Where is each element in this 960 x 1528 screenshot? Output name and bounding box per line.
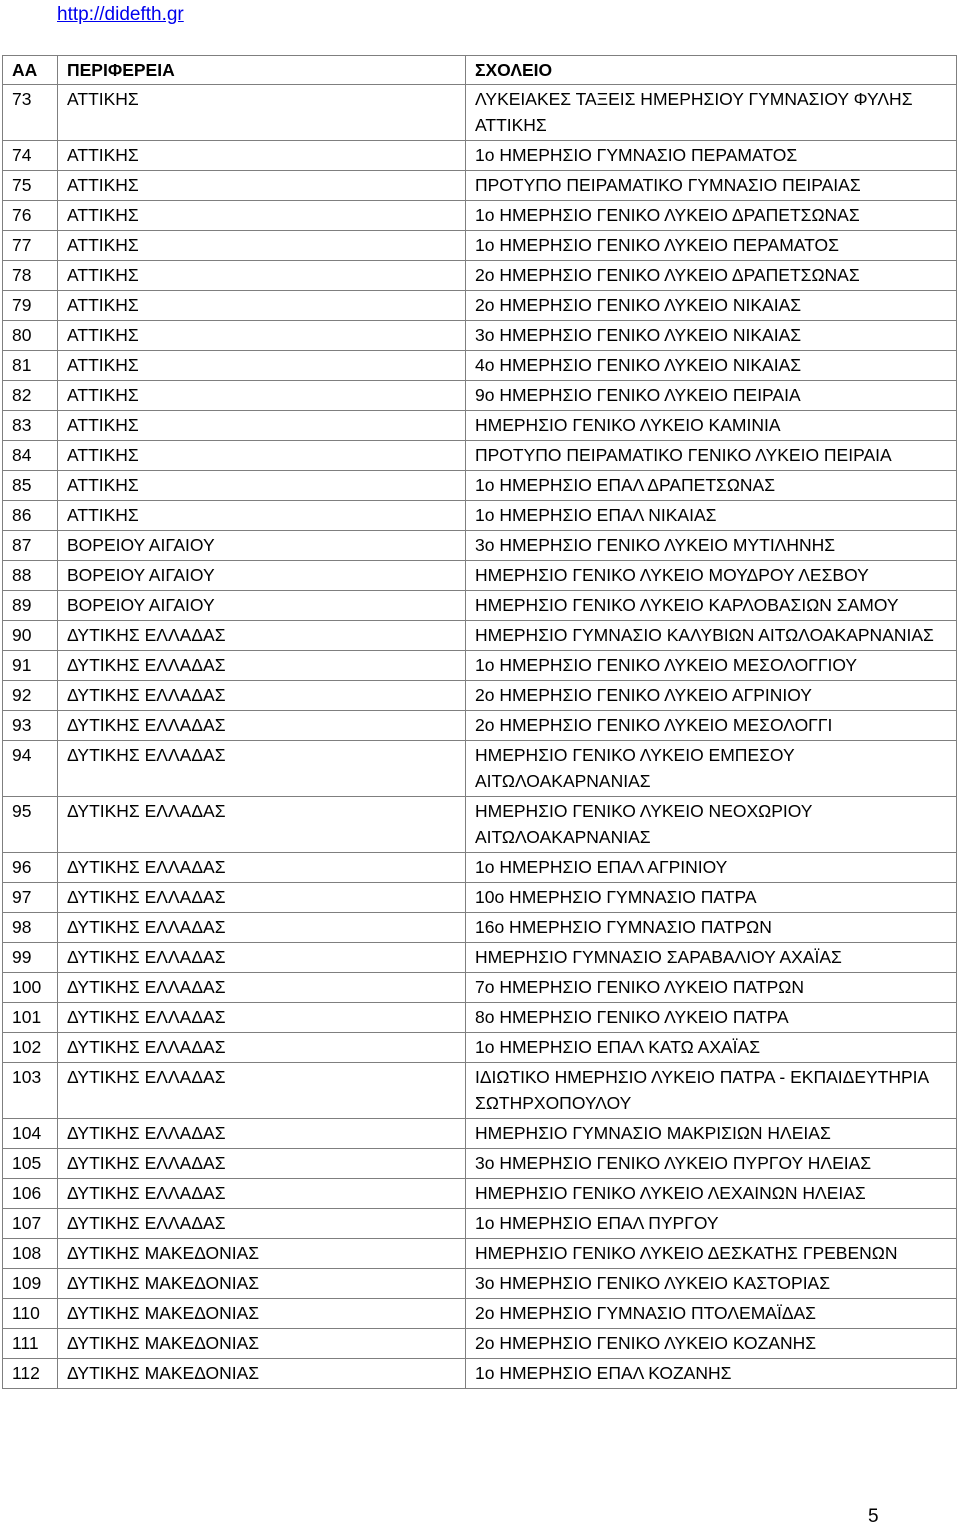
cell-region: ΑΤΤΙΚΗΣ [58, 351, 466, 381]
table-row [3, 1239, 957, 1269]
table-row [3, 1149, 957, 1179]
cell-school: 2ο ΗΜΕΡΗΣΙΟ ΓΥΜΝΑΣΙΟ ΠΤΟΛΕΜΑΪΔΑΣ [466, 1299, 957, 1329]
cell-school: 3ο ΗΜΕΡΗΣΙΟ ΓΕΝΙΚΟ ΛΥΚΕΙΟ ΠΥΡΓΟΥ ΗΛΕΙΑΣ [466, 1149, 957, 1179]
column-header-aa: ΑΑ [3, 56, 58, 85]
cell-school: 16ο ΗΜΕΡΗΣΙΟ ΓΥΜΝΑΣΙΟ ΠΑΤΡΩΝ [466, 913, 957, 943]
cell-region: ΔΥΤΙΚΗΣ ΜΑΚΕΔΟΝΙΑΣ [58, 1329, 466, 1359]
table-row [3, 531, 957, 561]
table-header-row [3, 56, 957, 85]
cell-region: ΑΤΤΙΚΗΣ [58, 291, 466, 321]
cell-school: ΠΡΟΤΥΠΟ ΠΕΙΡΑΜΑΤΙΚΟ ΓΥΜΝΑΣΙΟ ΠΕΙΡΑΙΑΣ [466, 171, 957, 201]
cell-aa: 105 [3, 1149, 58, 1179]
cell-school: 2ο ΗΜΕΡΗΣΙΟ ΓΕΝΙΚΟ ΛΥΚΕΙΟ ΜΕΣΟΛΟΓΓΙ [466, 711, 957, 741]
cell-school: 2ο ΗΜΕΡΗΣΙΟ ΓΕΝΙΚΟ ΛΥΚΕΙΟ ΑΓΡΙΝΙΟΥ [466, 681, 957, 711]
cell-school: 1ο ΗΜΕΡΗΣΙΟ ΓΕΝΙΚΟ ΛΥΚΕΙΟ ΜΕΣΟΛΟΓΓΙΟΥ [466, 651, 957, 681]
cell-region: ΔΥΤΙΚΗΣ ΕΛΛΑΔΑΣ [58, 1179, 466, 1209]
cell-school: ΗΜΕΡΗΣΙΟ ΓΥΜΝΑΣΙΟ ΣΑΡΑΒΑΛΙΟΥ ΑΧΑΪΑΣ [466, 943, 957, 973]
table-row [3, 321, 957, 351]
cell-aa: 75 [3, 171, 58, 201]
cell-region: ΔΥΤΙΚΗΣ ΜΑΚΕΔΟΝΙΑΣ [58, 1239, 466, 1269]
cell-school: ΙΔΙΩΤΙΚΟ ΗΜΕΡΗΣΙΟ ΛΥΚΕΙΟ ΠΑΤΡΑ - ΕΚΠΑΙΔΕΥΤΗΡΙΑ ΣΩΤΗΡΧΟΠΟΥΛΟΥ [466, 1063, 957, 1119]
cell-school: ΠΡΟΤΥΠΟ ΠΕΙΡΑΜΑΤΙΚΟ ΓΕΝΙΚΟ ΛΥΚΕΙΟ ΠΕΙΡΑΙΑ [466, 441, 957, 471]
cell-school: 2ο ΗΜΕΡΗΣΙΟ ΓΕΝΙΚΟ ΛΥΚΕΙΟ ΔΡΑΠΕΤΣΩΝΑΣ [466, 261, 957, 291]
cell-aa: 88 [3, 561, 58, 591]
table-row [3, 1209, 957, 1239]
cell-school: 1ο ΗΜΕΡΗΣΙΟ ΓΕΝΙΚΟ ΛΥΚΕΙΟ ΔΡΑΠΕΤΣΩΝΑΣ [466, 201, 957, 231]
cell-aa: 73 [3, 85, 58, 141]
cell-aa: 78 [3, 261, 58, 291]
table-row [3, 591, 957, 621]
table-row [3, 1269, 957, 1299]
cell-aa: 80 [3, 321, 58, 351]
cell-school: 1ο ΗΜΕΡΗΣΙΟ ΕΠΑΛ ΑΓΡΙΝΙΟΥ [466, 853, 957, 883]
cell-region: ΔΥΤΙΚΗΣ ΕΛΛΑΔΑΣ [58, 973, 466, 1003]
cell-school: ΗΜΕΡΗΣΙΟ ΓΕΝΙΚΟ ΛΥΚΕΙΟ ΕΜΠΕΣΟΥ ΑΙΤΩΛΟΑΚΑΡΝΑΝΙΑΣ [466, 741, 957, 797]
cell-region: ΔΥΤΙΚΗΣ ΜΑΚΕΔΟΝΙΑΣ [58, 1299, 466, 1329]
cell-region: ΔΥΤΙΚΗΣ ΕΛΛΑΔΑΣ [58, 741, 466, 797]
table-row [3, 231, 957, 261]
cell-school: ΗΜΕΡΗΣΙΟ ΓΕΝΙΚΟ ΛΥΚΕΙΟ ΝΕΟΧΩΡΙΟΥ ΑΙΤΩΛΟΑΚΑΡΝΑΝΙΑΣ [466, 797, 957, 853]
cell-aa: 92 [3, 681, 58, 711]
cell-school: 1ο ΗΜΕΡΗΣΙΟ ΓΕΝΙΚΟ ΛΥΚΕΙΟ ΠΕΡΑΜΑΤΟΣ [466, 231, 957, 261]
cell-region: ΔΥΤΙΚΗΣ ΕΛΛΑΔΑΣ [58, 1003, 466, 1033]
cell-region: ΔΥΤΙΚΗΣ ΕΛΛΑΔΑΣ [58, 1149, 466, 1179]
cell-region: ΔΥΤΙΚΗΣ ΕΛΛΑΔΑΣ [58, 797, 466, 853]
cell-region: ΒΟΡΕΙΟΥ ΑΙΓΑΙΟΥ [58, 561, 466, 591]
cell-school: 10ο ΗΜΕΡΗΣΙΟ ΓΥΜΝΑΣΙΟ ΠΑΤΡΑ [466, 883, 957, 913]
cell-aa: 112 [3, 1359, 58, 1389]
cell-aa: 101 [3, 1003, 58, 1033]
cell-aa: 91 [3, 651, 58, 681]
table-row [3, 85, 957, 141]
cell-school: 1ο ΗΜΕΡΗΣΙΟ ΕΠΑΛ ΚΑΤΩ ΑΧΑΪΑΣ [466, 1033, 957, 1063]
cell-region: ΔΥΤΙΚΗΣ ΕΛΛΑΔΑΣ [58, 1063, 466, 1119]
table-row [3, 561, 957, 591]
table-row [3, 853, 957, 883]
cell-school: ΛΥΚΕΙΑΚΕΣ ΤΑΞΕΙΣ ΗΜΕΡΗΣΙΟΥ ΓΥΜΝΑΣΙΟΥ ΦΥΛΗΣ ΑΤΤΙΚΗΣ [466, 85, 957, 141]
cell-school: ΗΜΕΡΗΣΙΟ ΓΕΝΙΚΟ ΛΥΚΕΙΟ ΔΕΣΚΑΤΗΣ ΓΡΕΒΕΝΩΝ [466, 1239, 957, 1269]
table-row [3, 1063, 957, 1119]
cell-school: 2ο ΗΜΕΡΗΣΙΟ ΓΕΝΙΚΟ ΛΥΚΕΙΟ ΝΙΚΑΙΑΣ [466, 291, 957, 321]
table-row [3, 441, 957, 471]
cell-school: 3ο ΗΜΕΡΗΣΙΟ ΓΕΝΙΚΟ ΛΥΚΕΙΟ ΝΙΚΑΙΑΣ [466, 321, 957, 351]
cell-region: ΑΤΤΙΚΗΣ [58, 141, 466, 171]
cell-region: ΑΤΤΙΚΗΣ [58, 441, 466, 471]
table-body [3, 85, 957, 1389]
table-row [3, 381, 957, 411]
cell-aa: 81 [3, 351, 58, 381]
schools-table [2, 55, 957, 1389]
cell-school: ΗΜΕΡΗΣΙΟ ΓΥΜΝΑΣΙΟ ΜΑΚΡΙΣΙΩΝ ΗΛΕΙΑΣ [466, 1119, 957, 1149]
table-row [3, 797, 957, 853]
cell-school: ΗΜΕΡΗΣΙΟ ΓΥΜΝΑΣΙΟ ΚΑΛΥΒΙΩΝ ΑΙΤΩΛΟΑΚΑΡΝΑΝΙΑΣ [466, 621, 957, 651]
table-row [3, 1033, 957, 1063]
cell-school: 1ο ΗΜΕΡΗΣΙΟ ΕΠΑΛ ΠΥΡΓΟΥ [466, 1209, 957, 1239]
cell-aa: 90 [3, 621, 58, 651]
cell-school: 4ο ΗΜΕΡΗΣΙΟ ΓΕΝΙΚΟ ΛΥΚΕΙΟ ΝΙΚΑΙΑΣ [466, 351, 957, 381]
table-row [3, 621, 957, 651]
cell-region: ΑΤΤΙΚΗΣ [58, 381, 466, 411]
table-row [3, 943, 957, 973]
page-number: 5 [868, 1506, 879, 1527]
table-row [3, 973, 957, 1003]
cell-school: ΗΜΕΡΗΣΙΟ ΓΕΝΙΚΟ ΛΥΚΕΙΟ ΛΕΧΑΙΝΩΝ ΗΛΕΙΑΣ [466, 1179, 957, 1209]
cell-region: ΔΥΤΙΚΗΣ ΕΛΛΑΔΑΣ [58, 913, 466, 943]
table-row [3, 141, 957, 171]
table-row [3, 471, 957, 501]
cell-school: 3ο ΗΜΕΡΗΣΙΟ ΓΕΝΙΚΟ ΛΥΚΕΙΟ ΚΑΣΤΟΡΙΑΣ [466, 1269, 957, 1299]
cell-aa: 84 [3, 441, 58, 471]
cell-aa: 87 [3, 531, 58, 561]
cell-aa: 100 [3, 973, 58, 1003]
table-row [3, 291, 957, 321]
cell-region: ΔΥΤΙΚΗΣ ΕΛΛΑΔΑΣ [58, 1119, 466, 1149]
cell-aa: 103 [3, 1063, 58, 1119]
cell-aa: 104 [3, 1119, 58, 1149]
table-row [3, 883, 957, 913]
cell-region: ΑΤΤΙΚΗΣ [58, 171, 466, 201]
table-row [3, 651, 957, 681]
cell-aa: 102 [3, 1033, 58, 1063]
cell-region: ΑΤΤΙΚΗΣ [58, 201, 466, 231]
cell-region: ΔΥΤΙΚΗΣ ΜΑΚΕΔΟΝΙΑΣ [58, 1359, 466, 1389]
table-row [3, 201, 957, 231]
table-row [3, 1003, 957, 1033]
table-row [3, 171, 957, 201]
table-row [3, 1329, 957, 1359]
cell-aa: 108 [3, 1239, 58, 1269]
column-header-region: ΠΕΡΙΦΕΡΕΙΑ [58, 56, 466, 85]
cell-region: ΑΤΤΙΚΗΣ [58, 501, 466, 531]
cell-school: ΗΜΕΡΗΣΙΟ ΓΕΝΙΚΟ ΛΥΚΕΙΟ ΚΑΜΙΝΙΑ [466, 411, 957, 441]
table-row [3, 1359, 957, 1389]
cell-school: 1ο ΗΜΕΡΗΣΙΟ ΕΠΑΛ ΔΡΑΠΕΤΣΩΝΑΣ [466, 471, 957, 501]
cell-aa: 107 [3, 1209, 58, 1239]
cell-school: 8ο ΗΜΕΡΗΣΙΟ ΓΕΝΙΚΟ ΛΥΚΕΙΟ ΠΑΤΡΑ [466, 1003, 957, 1033]
cell-aa: 93 [3, 711, 58, 741]
cell-school: 1ο ΗΜΕΡΗΣΙΟ ΓΥΜΝΑΣΙΟ ΠΕΡΑΜΑΤΟΣ [466, 141, 957, 171]
cell-school: 3ο ΗΜΕΡΗΣΙΟ ΓΕΝΙΚΟ ΛΥΚΕΙΟ ΜΥΤΙΛΗΝΗΣ [466, 531, 957, 561]
cell-school: 1ο ΗΜΕΡΗΣΙΟ ΕΠΑΛ ΚΟΖΑΝΗΣ [466, 1359, 957, 1389]
cell-aa: 95 [3, 797, 58, 853]
cell-aa: 74 [3, 141, 58, 171]
cell-aa: 110 [3, 1299, 58, 1329]
table-row [3, 741, 957, 797]
cell-aa: 86 [3, 501, 58, 531]
cell-region: ΑΤΤΙΚΗΣ [58, 231, 466, 261]
cell-region: ΔΥΤΙΚΗΣ ΕΛΛΑΔΑΣ [58, 883, 466, 913]
table-row [3, 1299, 957, 1329]
cell-region: ΔΥΤΙΚΗΣ ΕΛΛΑΔΑΣ [58, 681, 466, 711]
table-row [3, 1119, 957, 1149]
cell-region: ΒΟΡΕΙΟΥ ΑΙΓΑΙΟΥ [58, 531, 466, 561]
cell-school: 2ο ΗΜΕΡΗΣΙΟ ΓΕΝΙΚΟ ΛΥΚΕΙΟ ΚΟΖΑΝΗΣ [466, 1329, 957, 1359]
cell-region: ΑΤΤΙΚΗΣ [58, 321, 466, 351]
table-row [3, 913, 957, 943]
cell-aa: 77 [3, 231, 58, 261]
cell-aa: 109 [3, 1269, 58, 1299]
cell-region: ΔΥΤΙΚΗΣ ΕΛΛΑΔΑΣ [58, 853, 466, 883]
cell-aa: 111 [3, 1329, 58, 1359]
cell-aa: 89 [3, 591, 58, 621]
cell-region: ΔΥΤΙΚΗΣ ΕΛΛΑΔΑΣ [58, 651, 466, 681]
cell-region: ΔΥΤΙΚΗΣ ΜΑΚΕΔΟΝΙΑΣ [58, 1269, 466, 1299]
site-link[interactable]: http://didefth.gr [57, 4, 184, 25]
column-header-school: ΣΧΟΛΕΙΟ [466, 56, 957, 85]
cell-school: ΗΜΕΡΗΣΙΟ ΓΕΝΙΚΟ ΛΥΚΕΙΟ ΜΟΥΔΡΟΥ ΛΕΣΒΟΥ [466, 561, 957, 591]
cell-aa: 96 [3, 853, 58, 883]
table-row [3, 351, 957, 381]
cell-aa: 98 [3, 913, 58, 943]
cell-aa: 76 [3, 201, 58, 231]
cell-school: 9ο ΗΜΕΡΗΣΙΟ ΓΕΝΙΚΟ ΛΥΚΕΙΟ ΠΕΙΡΑΙΑ [466, 381, 957, 411]
cell-region: ΑΤΤΙΚΗΣ [58, 85, 466, 141]
cell-region: ΑΤΤΙΚΗΣ [58, 471, 466, 501]
cell-school: 7ο ΗΜΕΡΗΣΙΟ ΓΕΝΙΚΟ ΛΥΚΕΙΟ ΠΑΤΡΩΝ [466, 973, 957, 1003]
cell-region: ΒΟΡΕΙΟΥ ΑΙΓΑΙΟΥ [58, 591, 466, 621]
cell-school: 1ο ΗΜΕΡΗΣΙΟ ΕΠΑΛ ΝΙΚΑΙΑΣ [466, 501, 957, 531]
table-row [3, 261, 957, 291]
cell-aa: 85 [3, 471, 58, 501]
cell-aa: 106 [3, 1179, 58, 1209]
cell-region: ΑΤΤΙΚΗΣ [58, 261, 466, 291]
table-row [3, 681, 957, 711]
cell-school: ΗΜΕΡΗΣΙΟ ΓΕΝΙΚΟ ΛΥΚΕΙΟ ΚΑΡΛΟΒΑΣΙΩΝ ΣΑΜΟΥ [466, 591, 957, 621]
cell-region: ΑΤΤΙΚΗΣ [58, 411, 466, 441]
cell-region: ΔΥΤΙΚΗΣ ΕΛΛΑΔΑΣ [58, 621, 466, 651]
cell-aa: 94 [3, 741, 58, 797]
cell-region: ΔΥΤΙΚΗΣ ΕΛΛΑΔΑΣ [58, 1033, 466, 1063]
cell-aa: 97 [3, 883, 58, 913]
cell-aa: 79 [3, 291, 58, 321]
table-row [3, 711, 957, 741]
cell-aa: 82 [3, 381, 58, 411]
cell-region: ΔΥΤΙΚΗΣ ΕΛΛΑΔΑΣ [58, 943, 466, 973]
table-row [3, 1179, 957, 1209]
table-row [3, 411, 957, 441]
cell-region: ΔΥΤΙΚΗΣ ΕΛΛΑΔΑΣ [58, 711, 466, 741]
cell-region: ΔΥΤΙΚΗΣ ΕΛΛΑΔΑΣ [58, 1209, 466, 1239]
cell-aa: 83 [3, 411, 58, 441]
table-row [3, 501, 957, 531]
cell-aa: 99 [3, 943, 58, 973]
